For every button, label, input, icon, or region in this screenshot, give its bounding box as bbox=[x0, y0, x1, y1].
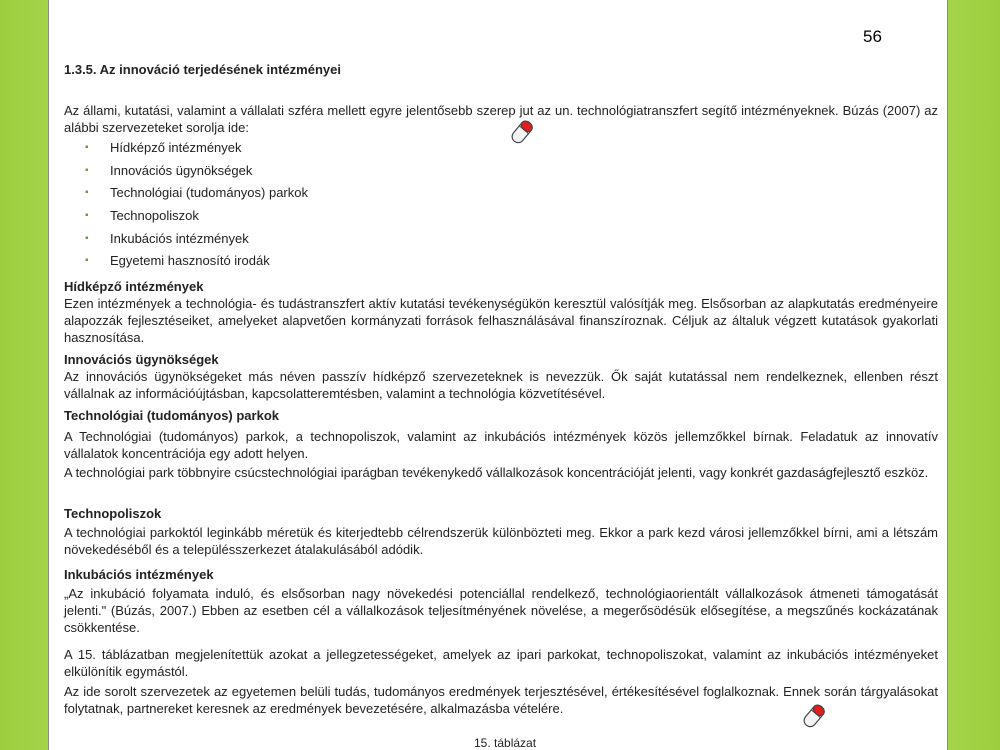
inkubacios-heading: Inkubációs intézmények bbox=[64, 567, 214, 582]
hidkepzo-section bbox=[64, 278, 938, 346]
technopoliszok-text: A technológiai parkoktól leginkább méretük és kiterjedtebb célrendszerük különbözteti meg. Ekkor a park kezd városi jellemzőkkel bírni, ami a létszám növekedéséből és a településszerkezet átalakulásából adódik. bbox=[64, 525, 938, 557]
bullet-icon: ▪ bbox=[85, 232, 89, 244]
parkok-heading: Technológiai (tudományos) parkok bbox=[64, 408, 280, 423]
inkubacios-text: „Az inkubáció folyamata induló, és elsősorban nagy növekedési potenciállal rendelkező, technológiaorientált vállalkozások átmeneti támogatását jelenti." (Búzás, 2007.) Ebben az esetben cél a vállalkozások teljesítményének növelése, a megerősödésük elősegítése, a megszűnés kockázatának csökkentése. bbox=[64, 586, 938, 635]
hidkepzo-text: Ezen intézmények a technológia- és tudástranszfert aktív kutatási tevékenységükön keresztül valósítják meg. Elsősorban az alapkutatás eredményeire alapozzák fejlesztéseiket, amelyeket alapvetően kormányzati források felhasználásával finanszíroznak. Céljuk az általuk végzett kutatások gyakorlati hasznosítása. bbox=[64, 296, 938, 345]
bullet-icon: ▪ bbox=[85, 164, 89, 176]
innovacios-text: Az innovációs ügynökségeket más néven passzív hídképző szervezeteknek is nevezzük. Ők saját kutatással nem rendelkeznek, ellenben részt vállalnak az információújtásban, kapcsolatteremtésben, valamint a technológia közvetítésével. bbox=[64, 369, 938, 401]
list-item: ▪ Technopoliszok bbox=[79, 205, 579, 228]
technopoliszok-heading: Technopoliszok bbox=[64, 506, 162, 521]
closing-paragraph-1: A 15. táblázatban megjelenítettük azokat a jellegzetességeket, amelyek az ipari parkokat, technopoliszokat, valamint az inkubációs intézményeket elkülönítik egymástól. bbox=[64, 647, 938, 679]
intro-paragraph-block bbox=[64, 102, 938, 136]
inkubacios-section bbox=[64, 566, 938, 636]
document-page bbox=[48, 0, 948, 750]
list-item: ▪ Technológiai (tudományos) parkok bbox=[79, 182, 579, 205]
parkok-text-2: A technológiai park többnyire csúcstechnológiai iparágban tevékenykedő vállalkozások koncentrációját jelenti, vagy konkrét gazdaságfejlesztő eszköz. bbox=[64, 465, 929, 480]
list-item: ▪ Hídképző intézmények bbox=[79, 137, 579, 160]
pen-cursor-icon bbox=[508, 118, 536, 146]
list-item: ▪ Innovációs ügynökségek bbox=[79, 160, 579, 183]
innovacios-heading: Innovációs ügynökségek bbox=[64, 352, 219, 367]
parkok-section bbox=[64, 407, 938, 481]
technopoliszok-section bbox=[64, 505, 938, 558]
bullet-icon: ▪ bbox=[85, 255, 89, 267]
institution-list bbox=[79, 137, 579, 273]
hidkepzo-heading: Hídképző intézmények bbox=[64, 279, 204, 294]
section-title: 1.3.5. Az innováció terjedésének intézményei bbox=[64, 62, 341, 77]
pen-cursor-icon bbox=[800, 702, 828, 730]
innovacios-section bbox=[64, 351, 938, 402]
table-caption: 15. táblázat bbox=[474, 736, 537, 750]
list-item: ▪ Egyetemi hasznosító irodák bbox=[79, 250, 579, 273]
bullet-icon: ▪ bbox=[85, 187, 89, 199]
intro-paragraph: Az állami, kutatási, valamint a vállalati szféra mellett egyre jelentősebb szerep jut az un. technológiatranszfert segítő intézményeknek. Búzás (2007) az alábbi szervezeteket sorolja ide: bbox=[64, 103, 938, 135]
parkok-text-1: A Technológiai (tudományos) parkok, a technopoliszok, valamint az inkubációs intézmények közös jellemzőkkel bírnak. Feladatuk az innovatív vállalatok koncentrációja egy adott helyen. bbox=[64, 429, 938, 461]
bullet-icon: ▪ bbox=[85, 210, 89, 222]
bullet-icon: ▪ bbox=[85, 142, 89, 153]
closing-paragraph-1-block bbox=[64, 646, 938, 680]
page-number: 56 bbox=[863, 27, 882, 46]
list-item: ▪ Inkubációs intézmények bbox=[79, 228, 579, 251]
closing-paragraph-2: Az ide sorolt szervezetek az egyetemen belüli tudás, tudományos eredmények terjesztésével, értékesítésével foglalkoznak. Ennek során tárgyalásokat folytatnak, partnereket keresnek az eredmények bevezetésére, alkalmazásba vételére. bbox=[64, 684, 938, 716]
